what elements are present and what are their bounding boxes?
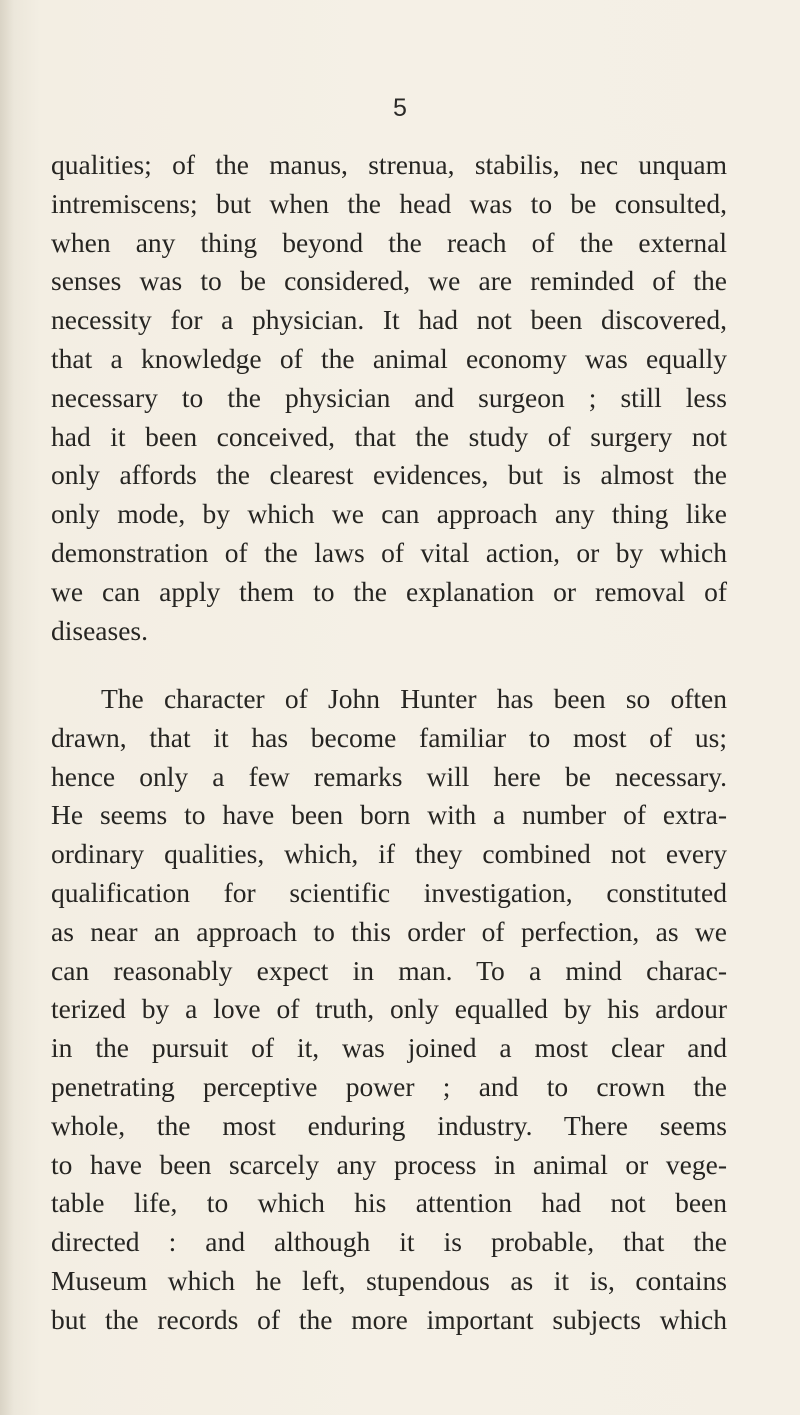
paragraph-line: qualification for scientific investigation, constituted (51, 876, 727, 908)
paragraph-line: only affords the clearest evidences, but is almost the (51, 459, 727, 491)
paragraph-line: senses was to be considered, we are reminded of the (51, 265, 727, 297)
paragraph-line: necessary to the physician and surgeon ; still less (51, 381, 727, 413)
paragraph-line: diseases. (51, 614, 148, 646)
paragraph-line: penetrating perceptive power ; and to crown the (51, 1070, 727, 1102)
paragraph-line: demonstration of the laws of vital action, or by which (51, 536, 727, 568)
paragraph-line: Museum which he left, stupendous as it is, contains (51, 1264, 727, 1296)
paragraph-line: drawn, that it has become familiar to most of us; (51, 721, 727, 753)
paragraph-line: He seems to have been born with a number of extra- (51, 799, 727, 831)
paragraph-line: but the records of the more important subjects which (51, 1303, 727, 1335)
paragraph-line: to have been scarcely any process in animal or vege- (51, 1148, 727, 1180)
paragraph-line: hence only a few remarks will here be necessary. (51, 760, 727, 792)
paragraph-line: The character of John Hunter has been so often (101, 683, 727, 714)
paragraph-line: had it been conceived, that the study of surgery not (51, 420, 727, 452)
paragraph-line: intremiscens; but when the head was to be consulted, (51, 187, 727, 219)
page-number: 5 (393, 94, 407, 122)
paragraph-line: qualities; of the manus, strenua, stabilis, nec unquam (51, 149, 727, 180)
paragraph-line: directed : and although it is probable, that the (51, 1226, 727, 1258)
paragraph-line: only mode, by which we can approach any thing like (51, 498, 727, 530)
page-edge-shadow (0, 0, 14, 1415)
paragraph-line: table life, to which his attention had not been (51, 1187, 727, 1219)
paragraph-line: as near an approach to this order of perfection, as we (51, 915, 727, 947)
paragraph-line: ordinary qualities, which, if they combined not every (51, 838, 727, 870)
paragraph-line: we can apply them to the explanation or removal of (51, 575, 727, 607)
paragraph-line: when any thing beyond the reach of the external (51, 226, 727, 258)
paragraph-2 (51, 680, 727, 1340)
paragraph-line: whole, the most enduring industry. There seems (51, 1109, 727, 1141)
paragraph-line: that a knowledge of the animal economy was equally (51, 342, 727, 374)
paragraph-line: in the pursuit of it, was joined a most clear and (51, 1032, 727, 1064)
paragraph-line: terized by a love of truth, only equalled by his ardour (51, 993, 727, 1025)
paragraph-1 (51, 146, 727, 650)
paragraph-line: can reasonably expect in man. To a mind charac- (51, 954, 727, 986)
paragraph-line: necessity for a physician. It had not been discovered, (51, 304, 727, 336)
